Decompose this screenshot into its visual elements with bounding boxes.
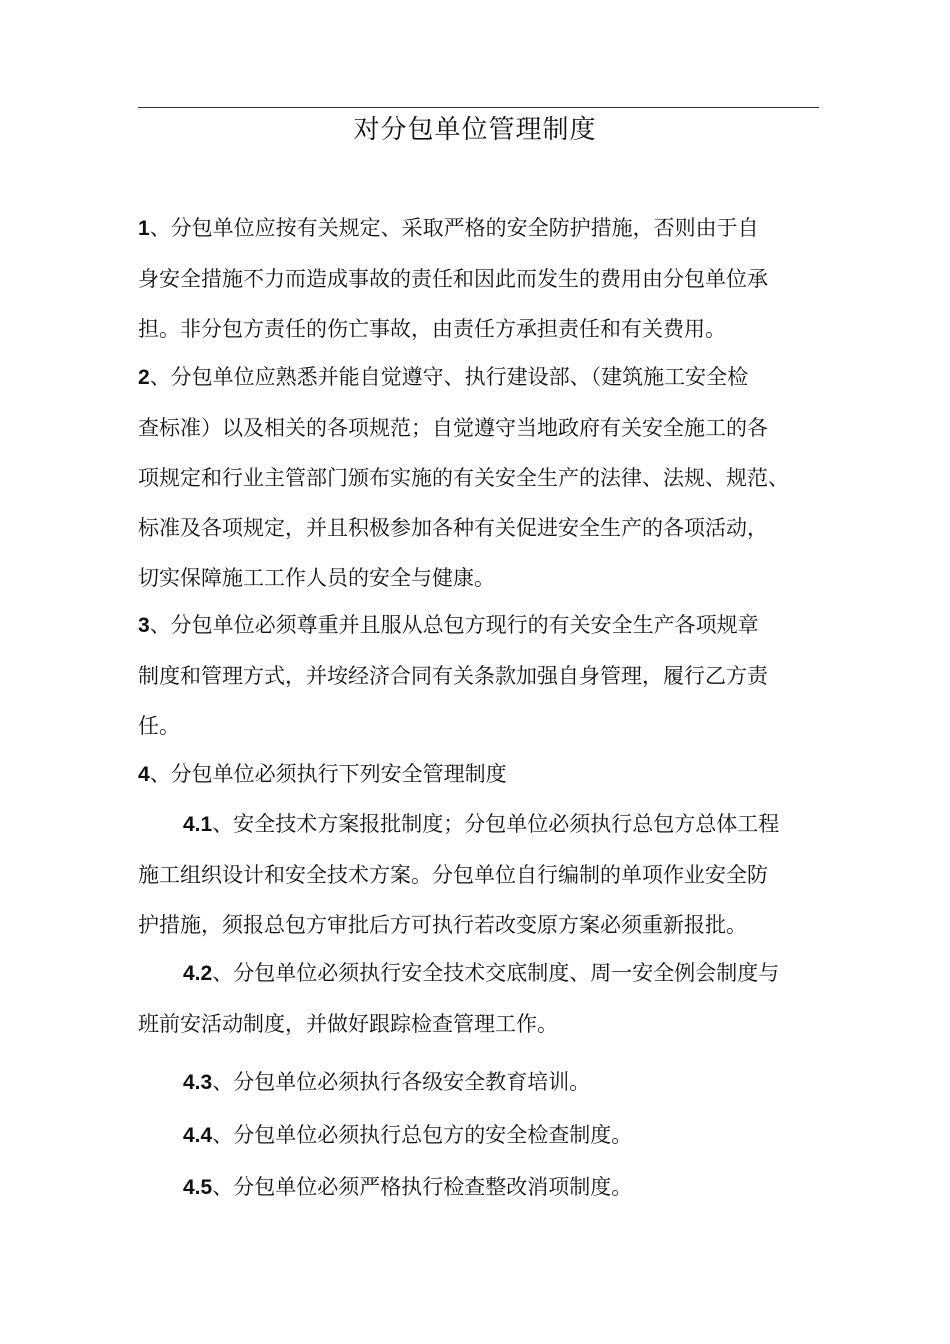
section-2-line-3: 项规定和行业主管部门颁布实施的有关安全生产的法律、法规、规范、: [138, 466, 789, 490]
subsection-4-2: [138, 948, 828, 1049]
section-4: [138, 749, 828, 800]
section-3-line-2: 制度和管理方式，并垵经济合同有关条款加强自身管理，履行乙方责: [138, 664, 768, 688]
section-2: [138, 352, 828, 603]
page-title: 对分包单位管理制度: [353, 115, 597, 145]
subsection-number: 4.5: [183, 1176, 213, 1199]
section-2-line-5: 切实保障施工工作人员的安全与健康。: [138, 566, 495, 590]
section-3-line-3: 任。: [138, 714, 180, 738]
subsection-4-4-line-1: 4.4、分包单位必须执行总包方的安全检查制度。: [183, 1123, 633, 1147]
subsection-4-2-line-1: 4.2、分包单位必须执行安全技术交底制度、周一安全例会制度与: [183, 961, 780, 985]
subsection-4-5-line-1: 4.5、分包单位必须严格执行检查整改消项制度。: [183, 1175, 633, 1199]
section-2-line-1: 2、分包单位应熟悉并能自觉遵守、执行建设部、（建筑施工安全检: [138, 365, 749, 389]
section-2-line-4: 标准及各项规定，并且积极参加各种有关促进安全生产的各项活动，: [138, 516, 768, 540]
subsection-4-4: [138, 1110, 828, 1161]
subsection-4-2-line-2: 班前安活动制度，并做好跟踪检查管理工作。: [138, 1012, 558, 1036]
section-1-line-1: 1、分包单位应按有关规定、采取严格的安全防护措施，否则由于自: [138, 216, 759, 240]
subsection-4-1-line-2: 施工组织设计和安全技术方案。分包单位自行编制的单项作业安全防: [138, 863, 768, 887]
section-1-line-3: 担。非分包方责任的伤亡事故，由责任方承担责任和有关费用。: [138, 317, 726, 341]
subsection-number: 4.1: [183, 813, 213, 836]
section-1-line-2: 身安全措施不力而造成事故的责任和因此而发生的费用由分包单位承: [138, 267, 768, 291]
section-1: [138, 203, 828, 354]
subsection-4-1-line-1: 4.1、安全技术方案报批制度；分包单位必须执行总包方总体工程: [183, 812, 780, 836]
subsection-number: 4.2: [183, 962, 213, 985]
section-number: 1: [138, 217, 150, 240]
section-3-line-1: 3、分包单位必须尊重并且服从总包方现行的有关安全生产各项规章: [138, 613, 759, 637]
section-3: [138, 600, 828, 751]
header-rule: [138, 107, 819, 108]
subsection-number: 4.4: [183, 1124, 213, 1147]
section-number: 3: [138, 614, 150, 637]
subsection-4-1-line-3: 护措施，须报总包方审批后方可执行若改变原方案必须重新报批。: [138, 913, 747, 937]
subsection-4-5: [138, 1162, 828, 1213]
subsection-number: 4.3: [183, 1071, 213, 1094]
subsection-4-1: [138, 799, 828, 950]
section-number: 2: [138, 366, 150, 389]
section-2-line-2: 查标准）以及相关的各项规范；自觉遵守当地政府有关安全施工的各: [138, 416, 768, 440]
section-number: 4: [138, 763, 150, 786]
subsection-4-3-line-1: 4.3、分包单位必须执行各级安全教育培训。: [183, 1070, 591, 1094]
subsection-4-3: [138, 1057, 828, 1108]
section-4-line-1: 4、分包单位必须执行下列安全管理制度: [138, 762, 507, 786]
